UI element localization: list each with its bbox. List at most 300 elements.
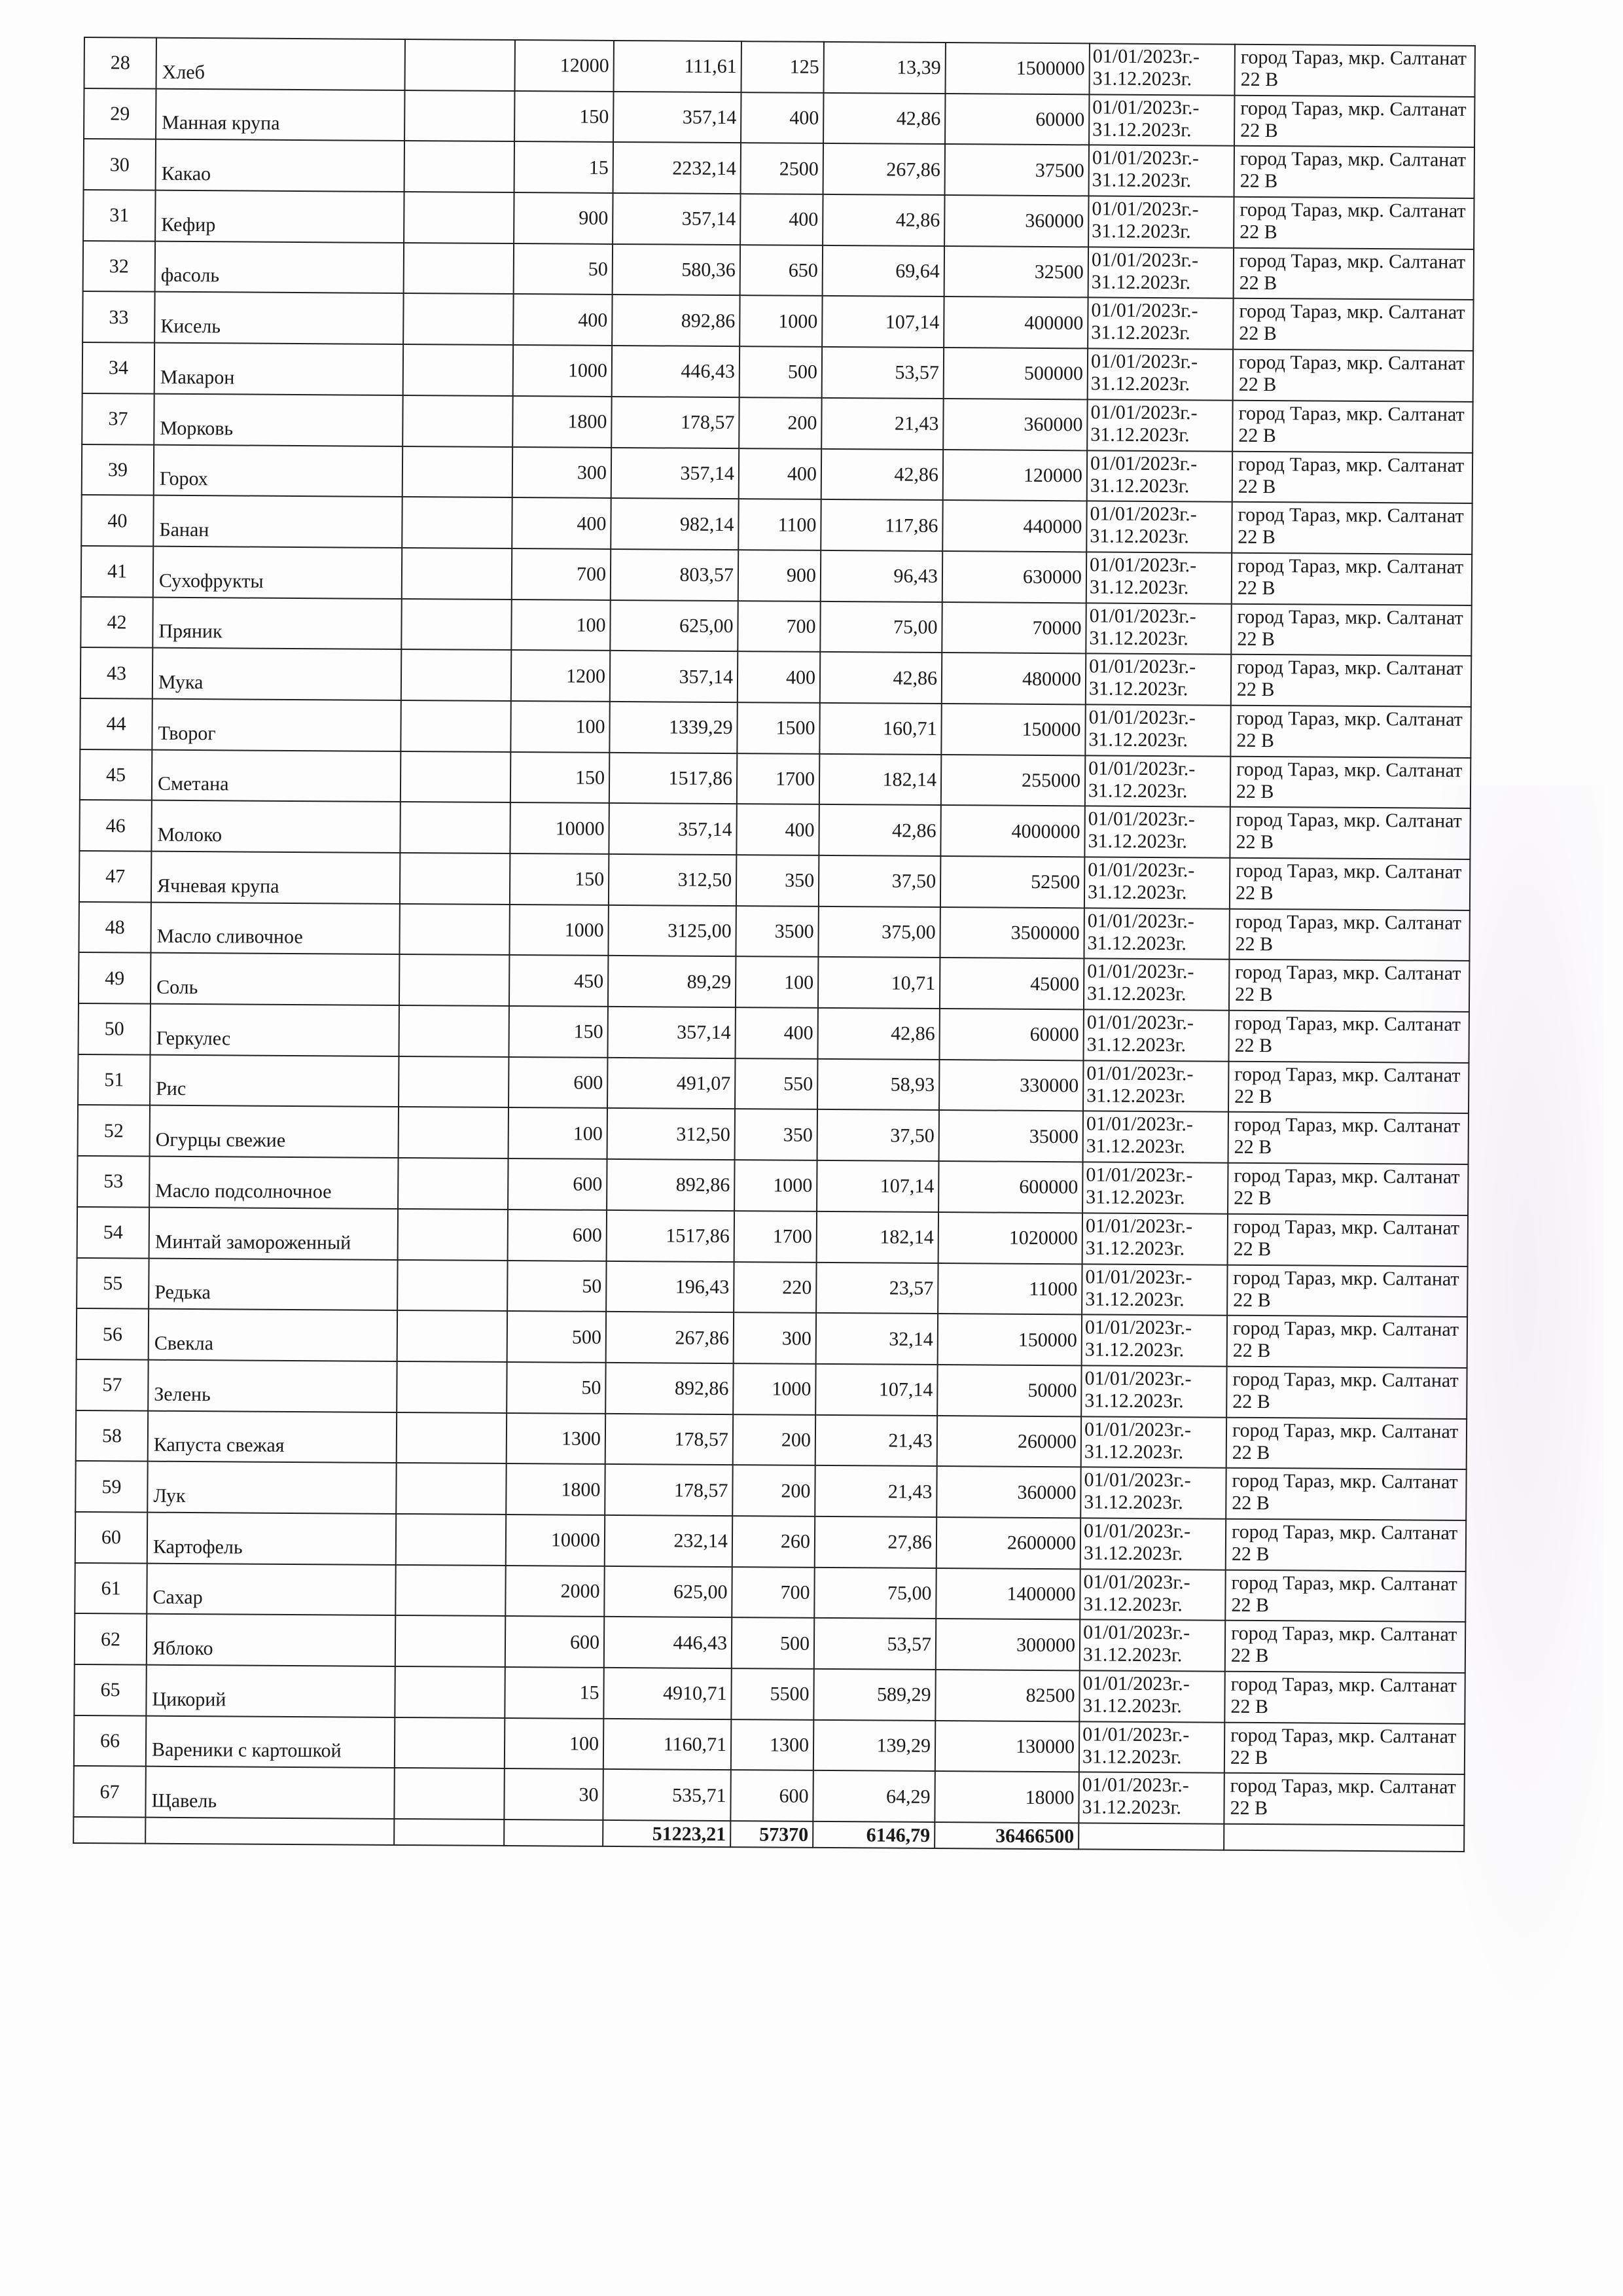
row-number: 48 [79, 902, 151, 953]
price-with-vat-cell: 1000 [733, 1363, 815, 1414]
period-end: 31.12.2023г. [1092, 220, 1191, 243]
delivery-period-cell [1081, 1365, 1226, 1417]
table-row [82, 291, 1473, 351]
address-line-2: 22 В [1232, 1339, 1271, 1362]
delivery-period-cell [1088, 349, 1233, 401]
period-start: 01/01/2023г.- [1082, 1774, 1189, 1797]
price-with-vat-cell: 400 [740, 194, 823, 245]
address-line-1: город Тараз, мкр. Салтанат [1234, 1012, 1461, 1035]
unit-price-cell: 803,57 [611, 549, 738, 601]
item-name: Лук [147, 1462, 396, 1514]
vat-cell: 21,43 [815, 1414, 937, 1466]
table-row [83, 241, 1474, 300]
unit-price-cell: 357,14 [613, 193, 740, 245]
table-row [75, 1512, 1466, 1571]
sum-cell: 60000 [945, 94, 1089, 145]
quantity-cell: 600 [508, 1210, 607, 1261]
address-line-2: 22 В [1236, 780, 1274, 802]
price-with-vat-cell: 200 [732, 1465, 815, 1516]
delivery-period-cell [1088, 196, 1234, 247]
address-line-2: 22 В [1238, 475, 1276, 497]
row-number: 37 [82, 393, 154, 444]
sum-cell: 400000 [944, 296, 1088, 348]
empty-cell [399, 1005, 508, 1057]
vat-cell: 107,14 [817, 1160, 938, 1212]
address-line-1: город Тараз, мкр. Салтанат [1231, 1623, 1457, 1646]
address-line-1: город Тараз, мкр. Салтанат [1236, 859, 1462, 883]
table-row [73, 1766, 1464, 1825]
empty-cell [504, 1820, 603, 1846]
delivery-address-cell [1228, 1061, 1469, 1113]
address-line-2: 22 В [1238, 526, 1275, 548]
unit-price-cell: 196,43 [606, 1261, 734, 1312]
delivery-period-cell [1085, 704, 1230, 756]
table-row [83, 190, 1474, 249]
sum-cell: 70000 [942, 602, 1086, 654]
address-line-1: город Тараз, мкр. Салтанат [1240, 198, 1466, 222]
item-name: Геркулес [151, 1004, 399, 1056]
empty-cell [397, 1310, 507, 1362]
period-end: 31.12.2023г. [1088, 677, 1188, 700]
item-name: Соль [151, 953, 399, 1005]
empty-cell [145, 1818, 394, 1845]
price-with-vat-cell: 400 [738, 651, 820, 702]
empty-cell [402, 548, 512, 600]
delivery-period-cell [1086, 501, 1232, 553]
address-line-1: город Тараз, мкр. Салтанат [1235, 910, 1462, 934]
item-name: Сметана [152, 749, 401, 802]
sum-cell: 35000 [939, 1110, 1083, 1162]
row-number: 53 [77, 1156, 149, 1207]
table-row [76, 1359, 1467, 1419]
empty-cell [404, 90, 514, 142]
period-start: 01/01/2023г.- [1087, 910, 1194, 933]
empty-cell [396, 1463, 506, 1515]
delivery-period-cell [1084, 806, 1230, 858]
empty-cell [404, 192, 514, 243]
price-with-vat-cell: 1500 [737, 702, 819, 753]
delivery-address-cell [1231, 603, 1471, 656]
table-row [77, 1308, 1467, 1368]
vat-cell: 75,00 [820, 601, 942, 653]
vat-cell: 10,71 [818, 957, 940, 1009]
row-number: 39 [82, 444, 154, 495]
period-start: 01/01/2023г.- [1092, 147, 1200, 170]
delivery-period-cell [1088, 247, 1234, 298]
vat-cell: 37,50 [819, 855, 940, 907]
delivery-period-cell [1089, 145, 1234, 197]
sum-cell: 260000 [937, 1416, 1081, 1467]
unit-price-cell: 446,43 [612, 346, 740, 397]
delivery-address-cell [1227, 1316, 1467, 1368]
item-name: Банан [153, 495, 402, 548]
row-number: 57 [76, 1359, 148, 1410]
address-line-2: 22 В [1234, 984, 1273, 1006]
delivery-address-cell [1230, 807, 1470, 859]
empty-cell [398, 1158, 508, 1210]
delivery-address-cell [1228, 1112, 1469, 1164]
sum-cell: 52500 [940, 856, 1084, 908]
delivery-period-cell [1081, 1416, 1226, 1468]
quantity-cell: 150 [510, 853, 609, 905]
period-end: 31.12.2023г. [1084, 1390, 1184, 1412]
delivery-address-cell [1226, 1417, 1467, 1469]
address-line-2: 22 В [1230, 1695, 1269, 1718]
empty-cell [402, 446, 512, 497]
address-line-1: город Тараз, мкр. Салтанат [1235, 961, 1461, 985]
period-start: 01/01/2023г.- [1086, 1062, 1194, 1085]
period-end: 31.12.2023г. [1092, 118, 1192, 141]
sum-cell: 60000 [939, 1009, 1083, 1060]
period-end: 31.12.2023г. [1084, 1440, 1184, 1463]
period-start: 01/01/2023г.- [1086, 1113, 1194, 1136]
address-line-2: 22 В [1234, 1136, 1272, 1158]
quantity-cell: 1200 [511, 650, 610, 702]
vat-cell: 75,00 [814, 1567, 936, 1619]
period-start: 01/01/2023г.- [1090, 401, 1198, 424]
table-row [79, 952, 1469, 1012]
price-with-vat-cell: 400 [735, 1007, 817, 1058]
vat-cell: 589,29 [813, 1669, 935, 1721]
period-start: 01/01/2023г.- [1090, 503, 1197, 526]
price-with-vat-cell: 260 [732, 1516, 815, 1567]
delivery-address-cell [1234, 146, 1474, 198]
period-end: 31.12.2023г. [1084, 1338, 1185, 1361]
address-line-1: город Тараз, мкр. Салтанат [1238, 503, 1464, 528]
unit-price-cell: 267,86 [606, 1312, 734, 1363]
vat-cell: 32,14 [816, 1313, 938, 1365]
row-number: 46 [79, 800, 151, 851]
vat-cell: 160,71 [819, 703, 941, 755]
address-line-1: город Тараз, мкр. Салтанат [1232, 1368, 1459, 1391]
unit-price-cell: 3125,00 [608, 905, 736, 957]
price-with-vat-cell: 400 [741, 92, 823, 143]
address-line-2: 22 В [1238, 424, 1276, 446]
row-number: 56 [77, 1308, 149, 1359]
vat-cell: 267,86 [823, 143, 945, 195]
delivery-address-cell [1230, 706, 1471, 758]
period-end: 31.12.2023г. [1086, 1186, 1185, 1209]
row-number: 28 [84, 37, 156, 88]
row-number: 51 [78, 1054, 150, 1105]
address-line-1: город Тараз, мкр. Салтанат [1232, 1317, 1459, 1341]
unit-price-cell: 178,57 [605, 1413, 733, 1465]
sum-cell: 82500 [935, 1670, 1079, 1721]
item-name: Кисель [154, 292, 403, 344]
table-row [84, 139, 1474, 198]
table-row [82, 393, 1472, 453]
item-name: Рис [150, 1054, 399, 1107]
address-line-2: 22 В [1231, 1594, 1270, 1616]
item-name: Макарон [154, 343, 403, 395]
delivery-period-cell [1086, 603, 1231, 655]
vat-cell: 64,29 [813, 1770, 935, 1822]
address-line-2: 22 В [1237, 577, 1275, 600]
period-start: 01/01/2023г.- [1088, 808, 1195, 831]
period-start: 01/01/2023г.- [1089, 655, 1196, 678]
address-line-1: город Тараз, мкр. Салтанат [1230, 1775, 1456, 1799]
price-with-vat-cell: 300 [734, 1312, 816, 1363]
unit-price-cell: 1339,29 [609, 702, 737, 753]
period-start: 01/01/2023г.- [1088, 706, 1196, 729]
unit-price-cell: 625,00 [604, 1566, 732, 1618]
table-row [74, 1664, 1465, 1724]
address-line-2: 22 В [1233, 1238, 1272, 1260]
unit-price-cell: 312,50 [607, 1108, 735, 1160]
item-name: Свекла [149, 1309, 397, 1361]
vat-cell: 23,57 [816, 1262, 938, 1314]
period-start: 01/01/2023г.- [1085, 1265, 1192, 1288]
period-end: 31.12.2023г. [1086, 1033, 1186, 1056]
address-line-2: 22 В [1232, 1441, 1270, 1463]
period-end: 31.12.2023г. [1088, 830, 1188, 853]
quantity-cell: 100 [505, 1718, 603, 1770]
table-row [84, 88, 1474, 148]
price-with-vat-cell: 500 [740, 346, 822, 397]
address-line-1: город Тараз, мкр. Салтанат [1237, 605, 1463, 629]
address-line-2: 22 В [1231, 1543, 1270, 1566]
price-with-vat-cell: 2500 [741, 143, 823, 194]
period-start: 01/01/2023г.- [1084, 1367, 1192, 1390]
period-start: 01/01/2023г.- [1091, 249, 1199, 272]
row-number: 52 [78, 1105, 150, 1156]
period-start: 01/01/2023г.- [1084, 1418, 1192, 1441]
vat-cell: 21,43 [821, 398, 943, 450]
address-line-2: 22 В [1239, 272, 1277, 294]
table-row [80, 698, 1471, 758]
quantity-cell: 1000 [509, 905, 608, 956]
row-number: 59 [75, 1461, 147, 1512]
address-line-2: 22 В [1234, 1187, 1272, 1210]
price-with-vat-cell: 350 [735, 1109, 817, 1160]
period-end: 31.12.2023г. [1090, 372, 1190, 395]
row-number: 34 [82, 342, 154, 393]
sum-cell: 120000 [943, 450, 1087, 501]
quantity-cell: 10000 [510, 802, 609, 854]
unit-price-cell: 357,14 [610, 651, 738, 702]
delivery-period-cell [1084, 857, 1230, 908]
row-number: 41 [81, 546, 153, 597]
unit-price-cell: 625,00 [610, 600, 738, 651]
period-start: 01/01/2023г.- [1083, 1571, 1190, 1593]
vat-cell: 27,86 [815, 1516, 936, 1568]
empty-cell [400, 853, 510, 905]
delivery-address-cell [1232, 553, 1472, 605]
row-number: 42 [80, 597, 152, 648]
empty-cell [401, 649, 511, 701]
item-name: Редька [149, 1258, 397, 1310]
vat-cell: 107,14 [822, 296, 944, 348]
delivery-period-cell [1079, 1772, 1224, 1824]
unit-price-cell: 491,07 [607, 1058, 735, 1109]
vat-cell: 53,57 [822, 347, 944, 399]
row-number: 29 [84, 88, 156, 139]
period-start: 01/01/2023г.- [1089, 604, 1196, 627]
unit-price-cell: 89,29 [608, 956, 736, 1007]
quantity-cell: 600 [508, 1057, 607, 1109]
quantity-cell: 900 [514, 192, 613, 244]
unit-price-cell: 892,86 [607, 1159, 734, 1211]
empty-cell [395, 1666, 505, 1718]
vat-cell: 42,86 [821, 448, 943, 500]
unit-price-cell: 178,57 [611, 397, 739, 448]
total-sum: 36466500 [935, 1822, 1079, 1849]
table-row [75, 1613, 1465, 1673]
row-number: 49 [79, 952, 151, 1003]
table-row [81, 495, 1472, 554]
quantity-cell: 600 [505, 1616, 604, 1668]
table-row [80, 597, 1471, 656]
table-row [78, 1054, 1469, 1114]
row-number: 55 [77, 1257, 149, 1308]
address-line-1: город Тараз, мкр. Салтанат [1231, 1520, 1458, 1544]
unit-price-cell: 892,86 [612, 295, 740, 346]
delivery-period-cell [1084, 908, 1229, 960]
delivery-address-cell [1225, 1621, 1465, 1673]
address-line-1: город Тараз, мкр. Салтанат [1232, 1419, 1459, 1443]
delivery-address-cell [1226, 1468, 1466, 1520]
address-line-1: город Тараз, мкр. Салтанат [1238, 453, 1465, 476]
quantity-cell: 450 [509, 955, 608, 1007]
address-line-1: город Тараз, мкр. Салтанат [1233, 1215, 1460, 1239]
delivery-address-cell [1234, 95, 1474, 147]
delivery-period-cell [1087, 450, 1232, 502]
table-row [77, 1207, 1468, 1266]
table-row [78, 1105, 1469, 1164]
row-number: 60 [75, 1512, 147, 1563]
address-line-2: 22 В [1240, 68, 1279, 91]
sum-cell: 255000 [941, 755, 1085, 806]
item-name: Цикорий [146, 1665, 395, 1717]
row-number: 33 [82, 291, 154, 342]
period-end: 31.12.2023г. [1089, 576, 1189, 599]
vat-cell: 107,14 [815, 1364, 937, 1416]
address-line-1: город Тараз, мкр. Салтанат [1231, 1571, 1457, 1595]
delivery-period-cell [1080, 1569, 1225, 1621]
period-end: 31.12.2023г. [1082, 1746, 1182, 1768]
sum-cell: 3500000 [940, 907, 1084, 959]
sum-cell: 11000 [938, 1263, 1082, 1315]
period-end: 31.12.2023г. [1082, 1643, 1183, 1666]
item-name: Какао [156, 139, 404, 192]
price-with-vat-cell: 1700 [734, 1211, 817, 1262]
item-name: Пряник [152, 597, 401, 649]
empty-cell [402, 395, 512, 447]
period-end: 31.12.2023г. [1092, 169, 1192, 192]
empty-cell [401, 599, 511, 651]
sum-cell: 4000000 [940, 805, 1084, 857]
sum-cell: 2600000 [936, 1517, 1080, 1569]
delivery-address-cell [1234, 247, 1474, 300]
period-end: 31.12.2023г. [1085, 1287, 1185, 1310]
sum-cell: 1020000 [938, 1212, 1082, 1264]
quantity-cell: 50 [507, 1260, 606, 1312]
vat-cell: 96,43 [821, 550, 942, 602]
price-with-vat-cell: 900 [738, 550, 821, 601]
empty-cell [395, 1615, 505, 1667]
price-with-vat-cell: 3500 [736, 906, 818, 957]
table-body [73, 37, 1475, 1852]
item-name: Творог [152, 699, 401, 751]
table-row [79, 851, 1470, 910]
period-end: 31.12.2023г. [1087, 932, 1187, 955]
item-name: Картофель [147, 1513, 396, 1565]
address-line-2: 22 В [1236, 729, 1275, 752]
sum-cell: 600000 [938, 1161, 1082, 1213]
price-with-vat-cell: 400 [736, 804, 819, 855]
delivery-address-cell [1226, 1367, 1467, 1419]
quantity-cell: 150 [510, 752, 609, 804]
address-line-2: 22 В [1239, 323, 1277, 345]
delivery-address-cell [1228, 1214, 1468, 1266]
unit-price-cell: 232,14 [605, 1515, 732, 1567]
price-with-vat-cell: 700 [732, 1567, 814, 1618]
total-vat: 6146,79 [813, 1821, 935, 1848]
delivery-period-cell [1089, 43, 1234, 95]
price-with-vat-cell: 220 [734, 1262, 816, 1313]
procurement-table-wrapper [73, 37, 1474, 1852]
vat-cell: 139,29 [813, 1720, 935, 1772]
unit-price-cell: 446,43 [604, 1617, 732, 1668]
period-end: 31.12.2023г. [1082, 1796, 1182, 1819]
address-line-1: город Тараз, мкр. Салтанат [1240, 46, 1467, 69]
delivery-period-cell [1085, 755, 1230, 807]
row-number: 30 [84, 139, 156, 190]
price-with-vat-cell: 100 [736, 956, 818, 1007]
item-name: фасоль [155, 241, 404, 293]
sum-cell: 630000 [942, 551, 1086, 603]
vat-cell: 13,39 [823, 42, 945, 94]
vat-cell: 182,14 [817, 1211, 938, 1263]
table-row [77, 1257, 1467, 1317]
unit-price-cell: 1160,71 [603, 1719, 731, 1770]
vat-cell: 58,93 [817, 1059, 939, 1111]
empty-cell [401, 700, 510, 752]
item-name: Капуста свежая [148, 1410, 397, 1463]
address-line-1: город Тараз, мкр. Салтанат [1237, 656, 1463, 680]
item-name: Минтай замороженный [149, 1207, 398, 1259]
vat-cell: 37,50 [817, 1109, 939, 1161]
quantity-cell: 600 [508, 1158, 607, 1210]
address-line-1: город Тараз, мкр. Салтанат [1230, 1673, 1457, 1696]
quantity-cell: 1300 [507, 1413, 605, 1465]
price-with-vat-cell: 200 [733, 1414, 815, 1465]
sum-cell: 50000 [937, 1365, 1081, 1416]
price-with-vat-cell: 125 [741, 41, 824, 92]
row-number: 61 [75, 1563, 147, 1614]
unit-price-cell: 1517,86 [607, 1210, 734, 1262]
row-number: 58 [76, 1410, 148, 1462]
unit-price-cell: 1517,86 [609, 753, 737, 804]
delivery-address-cell [1228, 1011, 1469, 1063]
empty-cell [397, 1259, 507, 1311]
delivery-address-cell [1229, 960, 1469, 1012]
quantity-cell: 150 [514, 91, 613, 143]
period-start: 01/01/2023г.- [1090, 452, 1198, 475]
delivery-address-cell [1229, 908, 1469, 961]
item-name: Мука [152, 648, 401, 700]
period-start: 01/01/2023г.- [1088, 757, 1196, 780]
empty-cell [73, 1817, 145, 1844]
vat-cell: 42,86 [817, 1008, 939, 1060]
address-line-1: город Тараз, мкр. Салтанат [1233, 1266, 1459, 1290]
vat-cell: 117,86 [821, 499, 942, 551]
quantity-cell: 1800 [506, 1463, 605, 1515]
price-with-vat-cell: 1300 [731, 1719, 813, 1770]
sum-cell: 130000 [935, 1721, 1079, 1772]
address-line-2: 22 В [1230, 1746, 1268, 1768]
period-start: 01/01/2023г.- [1086, 1011, 1194, 1034]
